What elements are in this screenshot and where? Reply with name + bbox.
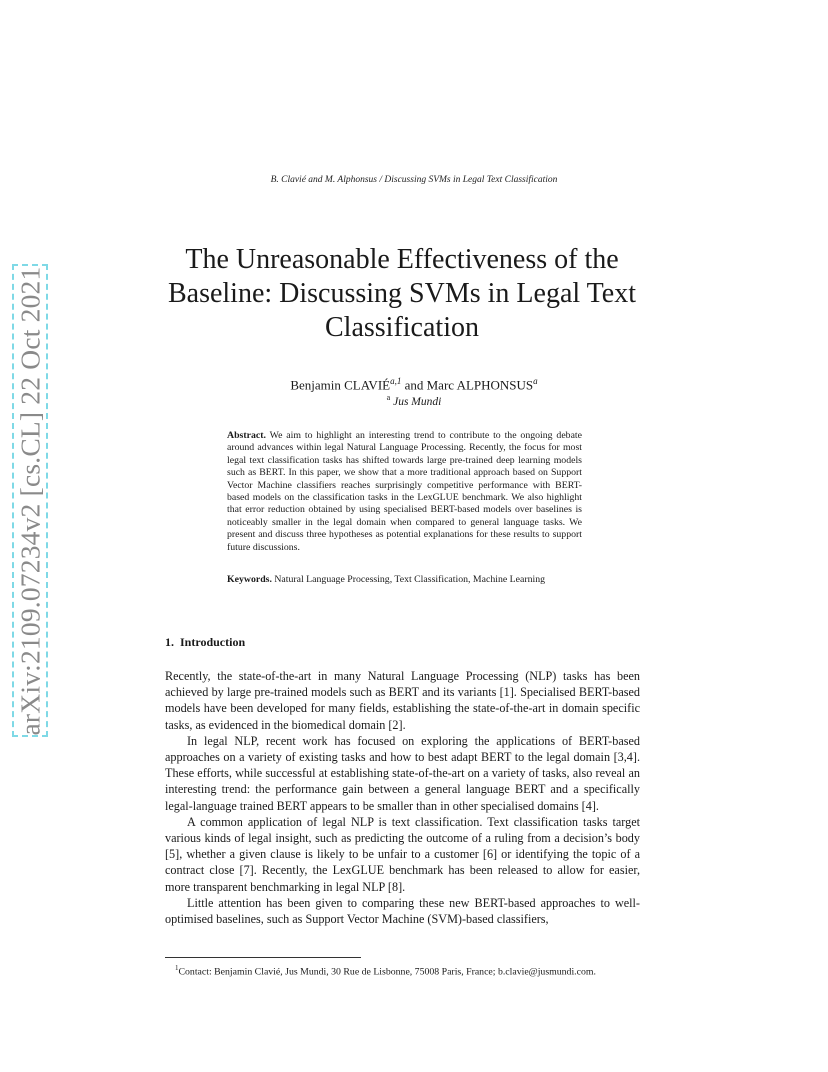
author-1: Benjamin CLAVIÉ (290, 377, 391, 393)
footnote-rule (165, 957, 361, 958)
author-conjunction: and (401, 377, 427, 393)
footnote-text: Contact: Benjamin Clavié, Jus Mundi, 30 Rue de Lisbonne, 75008 Paris, France; b.clavie@jusmundi.com. (178, 966, 596, 978)
keywords-text: Natural Language Processing, Text Classification, Machine Learning (274, 574, 546, 585)
affiliation-mark: a (386, 393, 391, 402)
paper-title (120, 243, 684, 345)
affiliation-name: Jus Mundi (393, 395, 442, 408)
author-list (0, 373, 828, 393)
abstract-text: We aim to highlight an interesting trend to contribute to the ongoing debate around advances within legal Natural Language Processing. Recently, the focus for most legal text classification tasks has shifted towards large pre-trained deep learning models such as BERT. In this paper, we show that a more traditional approach based on Support Vector Machine classifiers reaches surprisingly competitive performance with BERT-based models on the classification tasks in the LexGLUE benchmark. We also highlight that error reduction obtained by using specialised BERT-based models over baselines is noticeably smaller in the legal domain when compared to general language tasks. We present and discuss three hypotheses as potential explanations for these results to support future discussions. (227, 430, 582, 553)
paragraph-1: Recently, the state-of-the-art in many Natural Language Processing (NLP) tasks has been achieved by large pre-trained models such as BERT and its variants [1]. Specialised BERT-based models have been developed for many fields, establishing the state-of-the-art in domain specific tasks, as evidenced in the biomedical domain [2]. (165, 669, 640, 732)
paragraph-2: In legal NLP, recent work has focused on exploring the applications of BERT-based approaches on a variety of existing tasks and how to best adapt BERT to the legal domain [3,4]. These efforts, while successful at establishing state-of-the-art on a variety of tasks, also reveal an interesting trend: the performance gain between a general language BERT and a specifically legal-language trained BERT appears to be smaller than in other specialised domains [4]. (165, 733, 640, 813)
keywords-label: Keywords. (227, 574, 272, 585)
arxiv-stamp (12, 264, 48, 737)
body-text (165, 668, 640, 927)
author-2: Marc ALPHONSUS (426, 377, 534, 393)
paragraph-3: A common application of legal NLP is text classification. Text classification tasks target various kinds of legal insight, such as predicting the outcome of a ruling from a decision’s body [5], whether a given clause is likely to be unfair to a customer [6] or identifying the topic of a contract close [7]. Recently, the LexGLUE benchmark has been released to allow for easier, more transparent benchmarking in legal NLP [8]. (165, 814, 640, 894)
author-2-affil-mark: a (533, 376, 538, 386)
title-line-2: Baseline: Discussing SVMs in Legal Text (167, 278, 637, 309)
section-heading (165, 635, 245, 650)
paragraph-4: Little attention has been given to comparing these new BERT-based approaches to well-optimised baselines, such as Support Vector Machine (SVM)-based classifiers, (165, 895, 640, 927)
title-line-3: Classification (325, 312, 479, 343)
footnote-mark: 1 (175, 964, 179, 972)
arxiv-identifier: arXiv:2109.07234v2 [cs.CL] 22 Oct 2021 (14, 266, 45, 735)
section-title: Introduction (180, 635, 246, 649)
author-1-affil-mark: a,1 (390, 376, 402, 386)
running-head: B. Clavié and M. Alphonsus / Discussing SVMs in Legal Text Classification (270, 175, 558, 185)
section-number: 1. (165, 635, 174, 649)
keywords (227, 574, 607, 586)
abstract-label: Abstract. (227, 430, 266, 441)
abstract (227, 430, 582, 554)
footnote (175, 962, 596, 978)
title-line-1: The Unreasonable Effectiveness of the (185, 244, 619, 275)
affiliation (0, 393, 828, 408)
